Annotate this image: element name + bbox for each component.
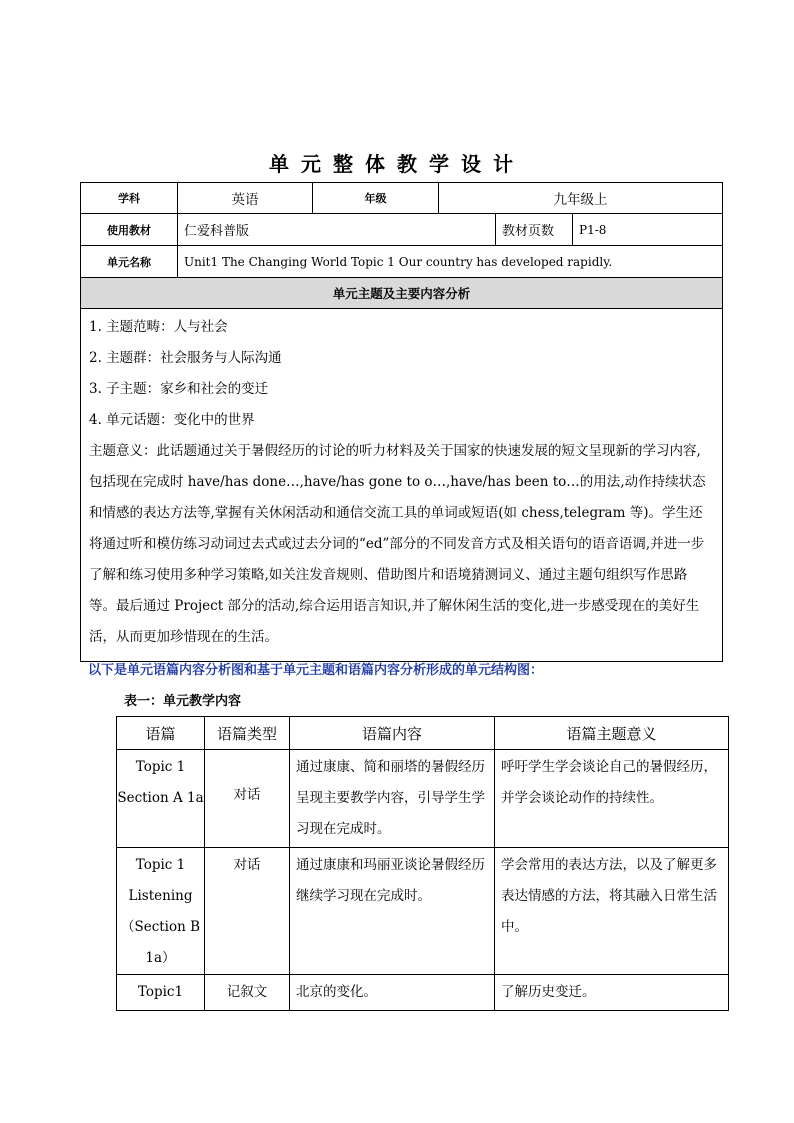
text-cell: Topic1	[117, 975, 205, 1011]
type-cell: 对话	[205, 848, 290, 975]
table-row	[117, 975, 729, 1011]
unit-value: Unit1 The Changing World Topic 1 Our country has developed rapidly.	[178, 246, 723, 278]
meaning-cell: 了解历史变迁。	[495, 975, 729, 1011]
table-row	[117, 848, 729, 975]
text-cell: Topic 1 Section A 1a	[117, 750, 205, 848]
textbook-label: 使用教材	[81, 214, 178, 246]
analysis-item: 1. 主题范畴：人与社会	[89, 319, 228, 335]
analysis-item: 4. 单元话题：变化中的世界	[89, 412, 255, 428]
col-header-meaning: 语篇主题意义	[495, 717, 729, 750]
subject-label: 学科	[81, 183, 178, 214]
document-title: 单元整体教学设计	[269, 152, 525, 176]
analysis-header: 单元主题及主要内容分析	[81, 278, 723, 309]
pages-value: P1-8	[573, 214, 723, 246]
pages-label: 教材页数	[496, 214, 573, 246]
content-cell: 通过康康和玛丽亚谈论暑假经历继续学习现在完成时。	[290, 848, 495, 975]
type-cell: 记叙文	[205, 975, 290, 1011]
type-cell: 对话	[205, 750, 290, 848]
textbook-value: 仁爱科普版	[178, 214, 496, 246]
meaning-cell: 呼吁学生学会谈论自己的暑假经历，并学会谈论动作的持续性。	[495, 750, 729, 848]
unit-content-table	[116, 716, 729, 1011]
table-caption: 表一：单元教学内容	[124, 694, 242, 709]
col-header-type: 语篇类型	[205, 717, 290, 750]
unit-label: 单元名称	[81, 246, 178, 278]
grade-label: 年级	[313, 183, 439, 214]
analysis-item: 2. 主题群：社会服务与人际沟通	[89, 350, 282, 366]
content-cell: 通过康康、简和丽塔的暑假经历呈现主要教学内容，引导学生学习现在完成时。	[290, 750, 495, 848]
grade-value: 九年级上	[439, 183, 723, 214]
subject-value: 英语	[178, 183, 313, 214]
content-cell: 北京的变化。	[290, 975, 495, 1011]
analysis-content	[81, 309, 723, 662]
col-header-text: 语篇	[117, 717, 205, 750]
table-row	[117, 750, 729, 848]
intro-line: 以下是单元语篇内容分析图和基于单元主题和语篇内容分析形成的单元结构图：	[88, 663, 544, 678]
unit-info-table	[80, 182, 723, 662]
meaning-cell: 学会常用的表达方法，以及了解更多表达情感的方法，将其融入日常生活中。	[495, 848, 729, 975]
theme-meaning-paragraph: 主题意义：此话题通过关于暑假经历的讨论的听力材料及关于国家的快速发展的短文呈现新的学习内容,包括现在完成时 have/has done…,have/has gone to o…,have/has been to…的用法,动作持续状态和情感的表达方法等,掌握有关休闲活动和通信交流工具的单词或短语(如 chess,telegram 等)。学生还将通过听和模仿练习动词过去式或过去分词的“ed”部分的不同发音方式及相关语句的语音语调,并进一步了解和练习使用多种学习策略,如关注发音规则、借助图片和语境猜测词义、通过主题句组织写作思路等。最后通过 Project 部分的活动,综合运用语言知识,并了解休闲生活的变化,进一步感受现在的美好生活，从而更加珍惜现在的生活。	[89, 443, 706, 645]
analysis-item: 3. 子主题：家乡和社会的变迁	[89, 381, 269, 397]
col-header-content: 语篇内容	[290, 717, 495, 750]
text-cell: Topic 1 Listening （Section B 1a）	[117, 848, 205, 975]
